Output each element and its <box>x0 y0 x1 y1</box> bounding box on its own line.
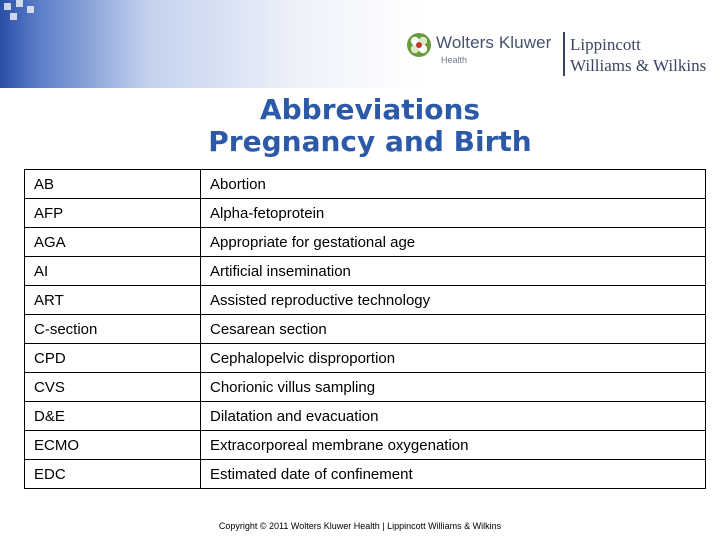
table-row <box>25 431 706 460</box>
abbreviation-cell: EDC <box>25 460 201 489</box>
table-row <box>25 257 706 286</box>
meaning-cell: Appropriate for gestational age <box>201 228 706 257</box>
table-row <box>25 315 706 344</box>
title-line-2: Pregnancy and Birth <box>208 125 532 158</box>
abbreviation-cell: AGA <box>25 228 201 257</box>
decorative-squares <box>0 0 40 22</box>
meaning-cell: Dilatation and evacuation <box>201 402 706 431</box>
abbreviation-cell: ART <box>25 286 201 315</box>
meaning-cell: Abortion <box>201 170 706 199</box>
publisher-sub: Health <box>441 55 468 65</box>
imprint-name <box>570 34 706 76</box>
meaning-cell: Estimated date of confinement <box>201 460 706 489</box>
logo-divider <box>563 32 565 76</box>
table-row <box>25 373 706 402</box>
table-row <box>25 344 706 373</box>
publisher-name: Wolters Kluwer <box>436 33 552 52</box>
imprint-line-1: Lippincott <box>570 35 641 54</box>
abbreviation-cell: CVS <box>25 373 201 402</box>
meaning-cell: Alpha-fetoprotein <box>201 199 706 228</box>
table-row <box>25 460 706 489</box>
abbreviation-cell: AB <box>25 170 201 199</box>
abbreviation-cell: D&E <box>25 402 201 431</box>
meaning-cell: Cesarean section <box>201 315 706 344</box>
imprint-line-2: Williams & Wilkins <box>570 56 707 75</box>
meaning-cell: Assisted reproductive technology <box>201 286 706 315</box>
title-line-1: Abbreviations <box>259 93 481 126</box>
abbreviation-table <box>24 169 706 489</box>
abbreviation-cell: C-section <box>25 315 201 344</box>
abbreviation-cell: AFP <box>25 199 201 228</box>
copyright-footer: Copyright © 2011 Wolters Kluwer Health | Lippincott Williams & Wilkins <box>218 521 502 531</box>
abbreviation-cell: CPD <box>25 344 201 373</box>
meaning-cell: Artificial insemination <box>201 257 706 286</box>
table-row <box>25 228 706 257</box>
meaning-cell: Extracorporeal membrane oxygenation <box>201 431 706 460</box>
table-row <box>25 402 706 431</box>
meaning-cell: Chorionic villus sampling <box>201 373 706 402</box>
table-row <box>25 286 706 315</box>
table-row <box>25 170 706 199</box>
meaning-cell: Cephalopelvic disproportion <box>201 344 706 373</box>
wolters-kluwer-logo-icon <box>406 32 432 58</box>
abbreviation-cell: AI <box>25 257 201 286</box>
table-row <box>25 199 706 228</box>
slide-title <box>160 94 580 158</box>
abbreviation-cell: ECMO <box>25 431 201 460</box>
